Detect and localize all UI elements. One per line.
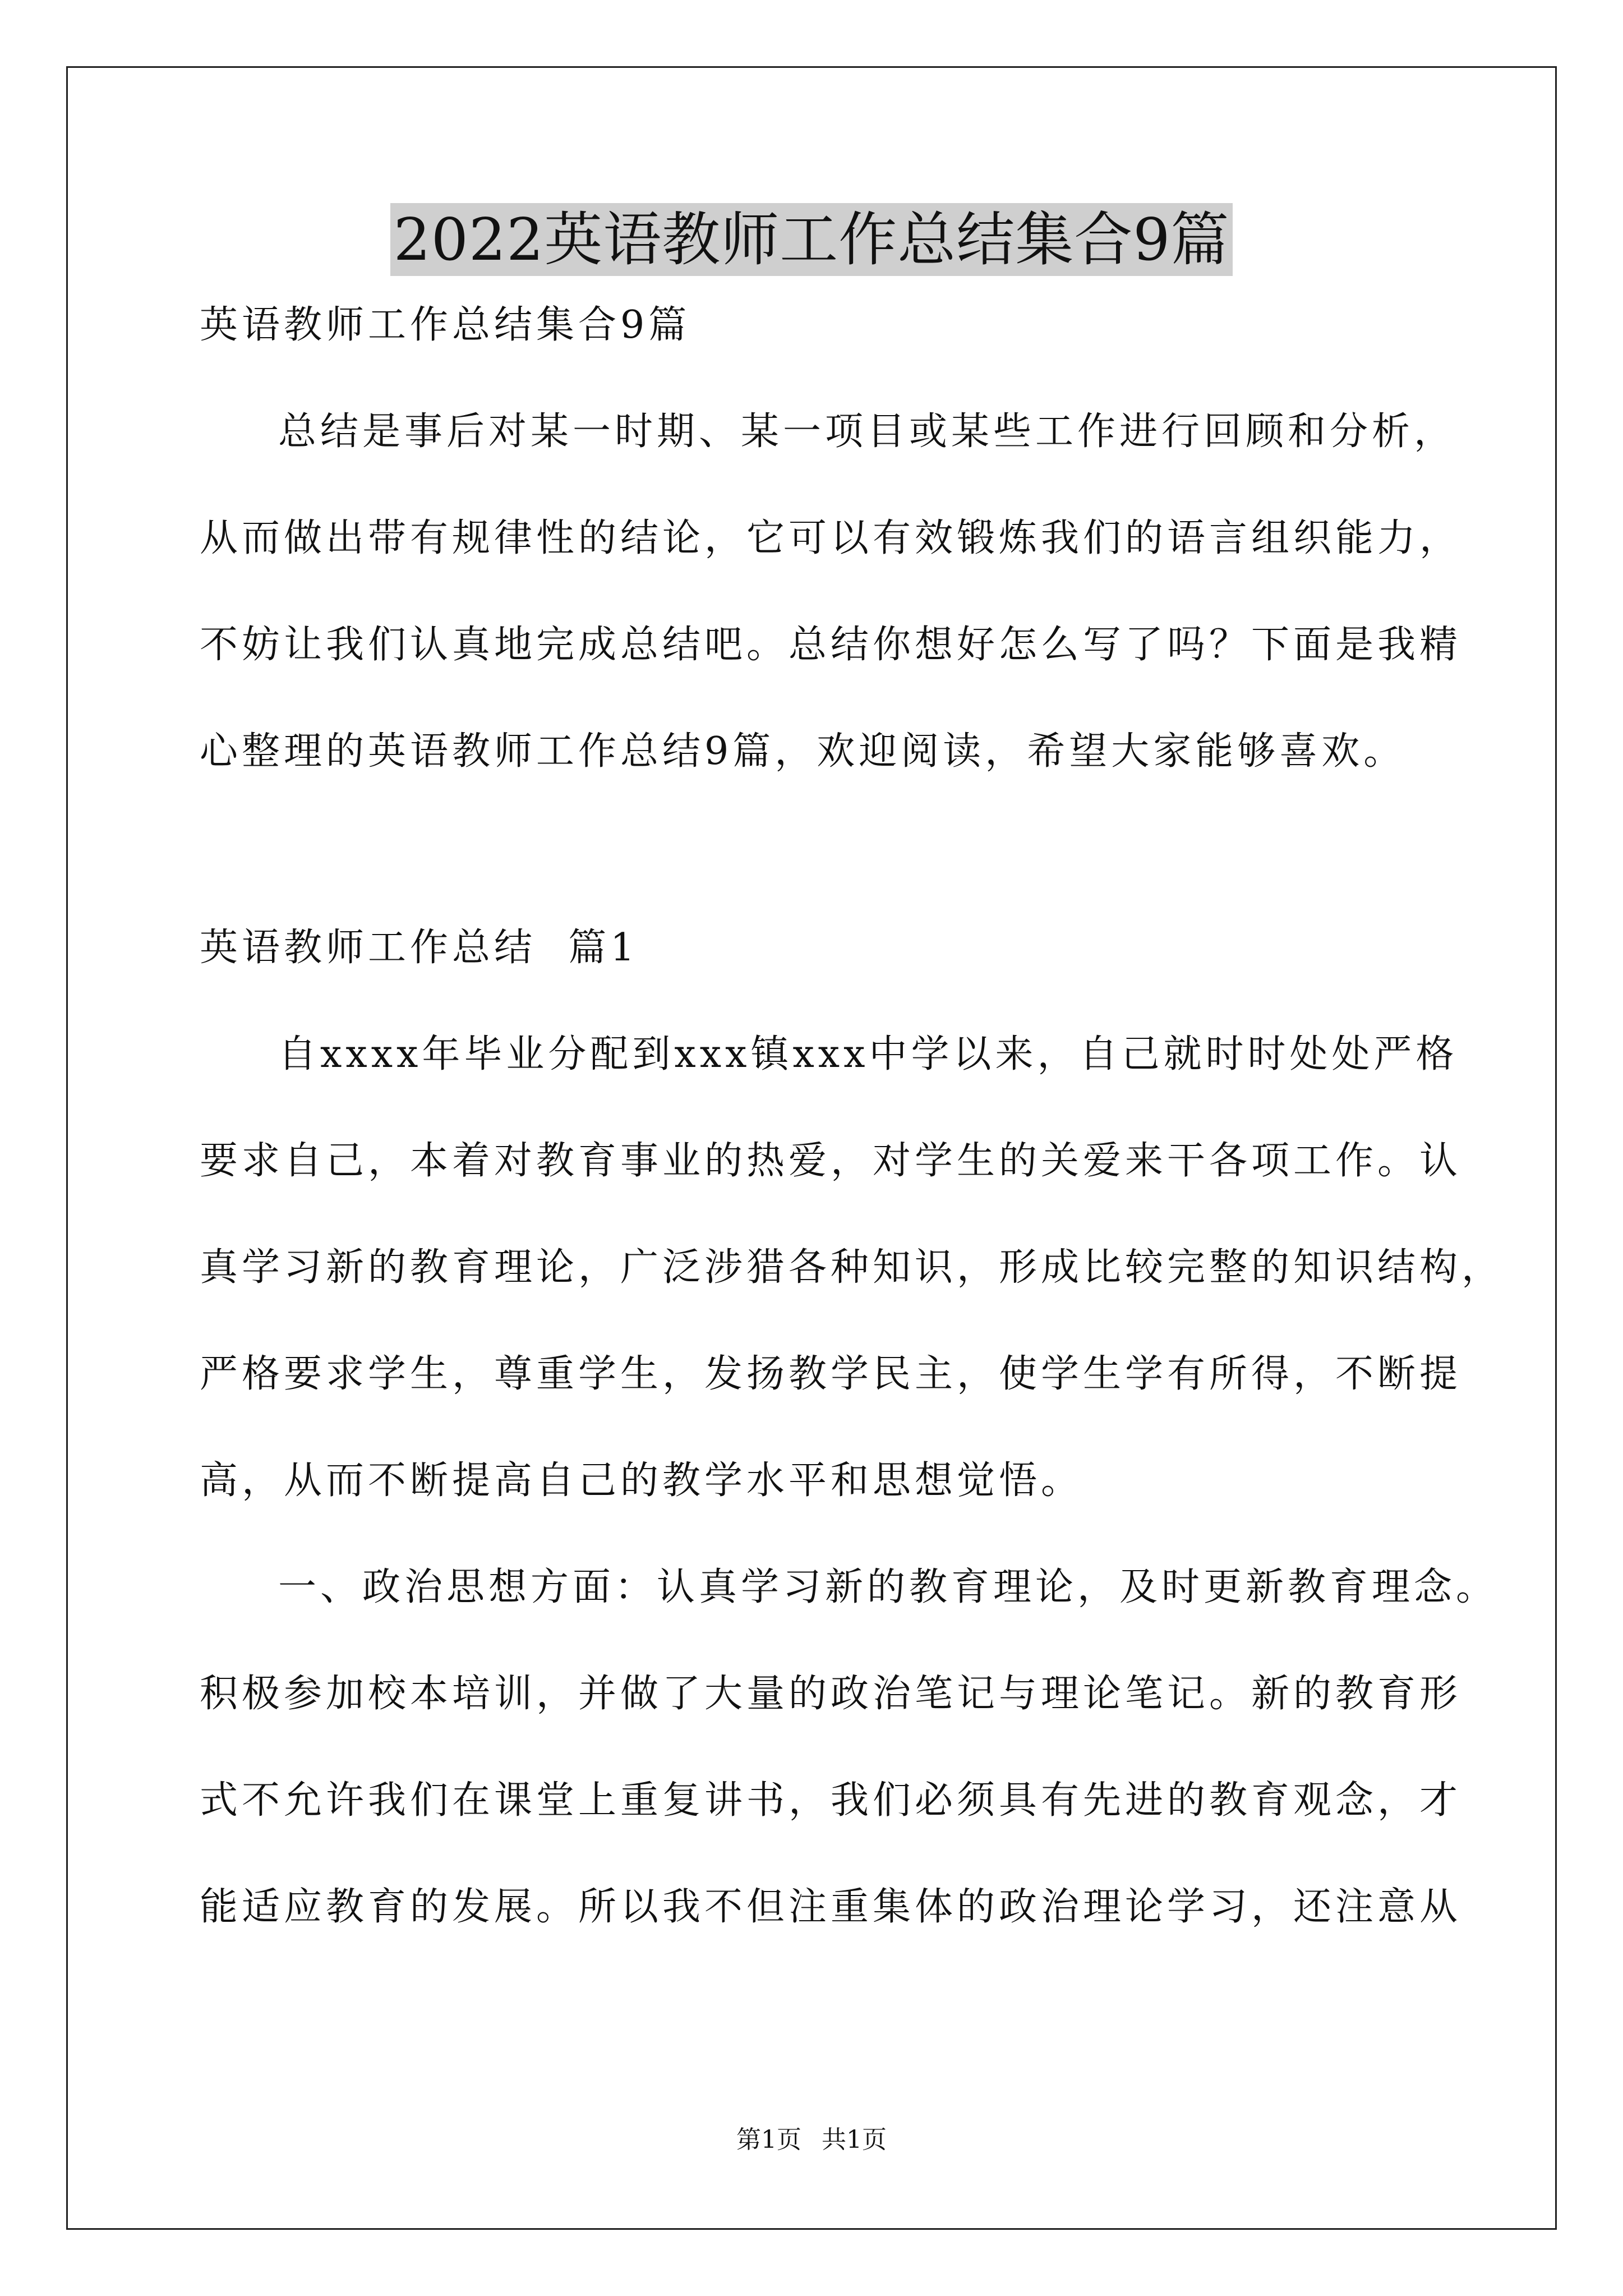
intro-line: 不妨让我们认真地完成总结吧。总结你想好怎么写了吗？下面是我精 (200, 623, 1462, 667)
paragraph-line: 一、政治思想方面：认真学习新的教育理论，及时更新教育理念。 (278, 1565, 1498, 1609)
document-subtitle: 英语教师工作总结集合9篇 (200, 303, 691, 347)
page-footer (0, 2126, 1623, 2154)
paragraph-line: 能适应教育的发展。所以我不但注重集体的政治理论学习，还注意从 (200, 1885, 1462, 1929)
document-title: 2022英语教师工作总结集合9篇 (390, 203, 1233, 276)
document-body (200, 303, 1504, 1930)
page-number: 第1页 (736, 2125, 801, 2154)
title-container (0, 203, 1623, 276)
page-total: 共1页 (822, 2125, 887, 2154)
paragraph-line: 积极参加校本培训，并做了大量的政治笔记与理论笔记。新的教育形 (200, 1672, 1462, 1716)
paragraph-line: 自xxxx年毕业分配到xxx镇xxx中学以来，自己就时时处处严格 (278, 1032, 1458, 1076)
paragraph-line: 式不允许我们在课堂上重复讲书，我们必须具有先进的教育观念，才 (200, 1778, 1462, 1823)
paragraph-line: 真学习新的教育理论，广泛涉猎各种知识，形成比较完整的知识结构， (200, 1245, 1504, 1290)
paragraph-line: 严格要求学生，尊重学生，发扬教学民主，使学生学有所得，不断提 (200, 1352, 1462, 1396)
section-heading: 英语教师工作总结 篇1 (200, 926, 639, 970)
intro-line: 从而做出带有规律性的结论，它可以有效锻炼我们的语言组织能力， (200, 516, 1462, 560)
paragraph-line: 高，从而不断提高自己的教学水平和思想觉悟。 (200, 1458, 1083, 1503)
intro-line: 心整理的英语教师工作总结9篇，欢迎阅读，希望大家能够喜欢。 (200, 729, 1406, 774)
paragraph-line: 要求自己，本着对教育事业的热爱，对学生的关爱来干各项工作。认 (200, 1139, 1462, 1183)
intro-line: 总结是事后对某一时期、某一项目或某些工作进行回顾和分析， (278, 409, 1456, 454)
